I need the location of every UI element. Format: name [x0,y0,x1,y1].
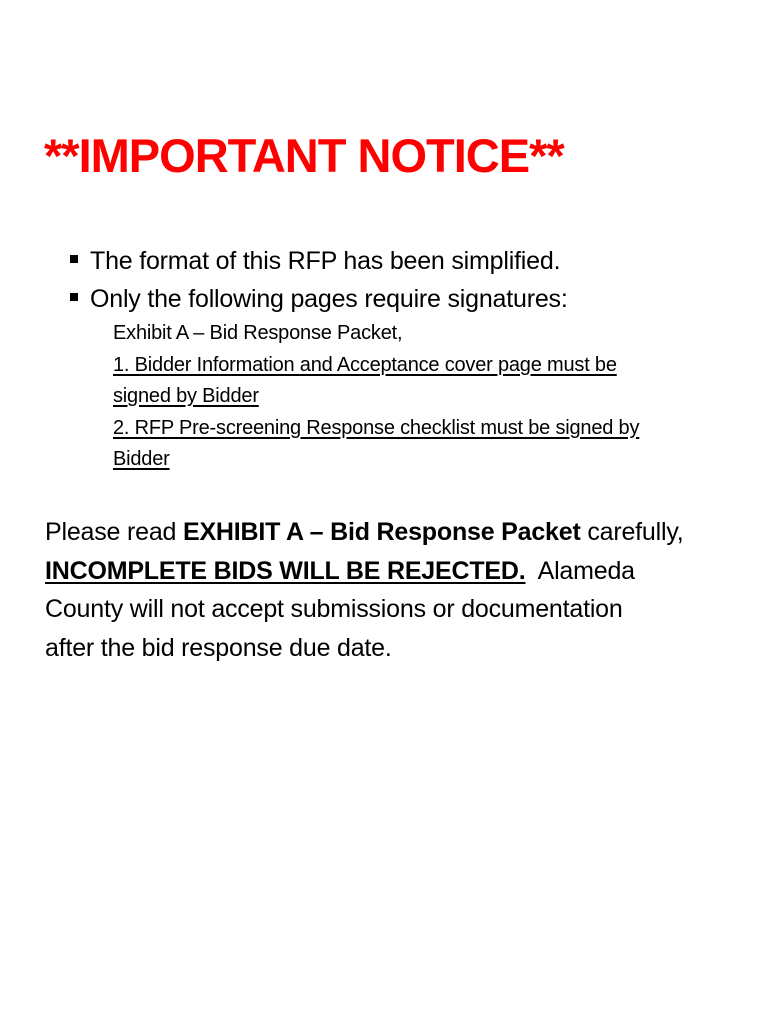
signature-item-2: 2. RFP Pre-screening Response checklist must be signed by [113,416,640,439]
signature-item-2-cont: Bidder [113,448,170,470]
notice-rest-2: County will not accept submissions or documentation [45,595,623,623]
signature-pages-list [70,318,750,476]
square-bullet-icon [70,293,78,301]
notice-after-exhibit: carefully, [580,518,684,546]
notice-rest-1: Alameda [525,556,635,585]
page-title: **IMPORTANT NOTICE** [44,129,564,182]
rejection-warning: INCOMPLETE BIDS WILL BE REJECTED. [45,556,526,585]
exhibit-a-reference: EXHIBIT A – Bid Response Packet [182,518,581,546]
bullet-item-signatures [70,280,750,318]
bullet-list [70,242,750,476]
notice-lead: Please read [45,518,183,546]
signature-item-1-cont: signed by Bidder [113,385,259,407]
notice-paragraph [45,513,745,667]
square-bullet-icon [70,255,78,263]
signature-item-1: 1. Bidder Information and Acceptance cover page must be [113,353,617,376]
bullet-item-format [70,242,750,280]
exhibit-a-intro: Exhibit A – Bid Response Packet, [113,322,403,344]
bullet-text: Only the following pages require signatures: [90,285,568,313]
notice-rest-3: after the bid response due date. [45,633,392,662]
bullet-text: The format of this RFP has been simplified. [90,247,561,275]
